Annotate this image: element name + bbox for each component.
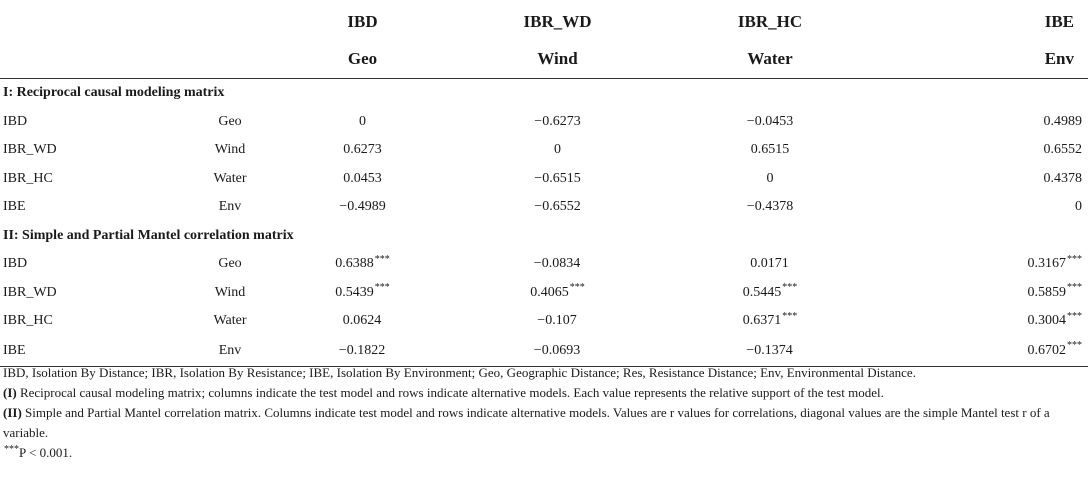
row-model: IBD bbox=[3, 256, 28, 272]
cell-value: −0.0693 bbox=[455, 336, 660, 367]
cell-value: −0.4989 bbox=[339, 199, 386, 215]
cell-value: −0.0453 bbox=[746, 113, 794, 129]
row-model: IBE bbox=[3, 199, 26, 215]
cell-value: −0.107 bbox=[537, 313, 577, 329]
cell-value: 0.6552 bbox=[1043, 142, 1082, 158]
header-blank bbox=[190, 40, 270, 79]
cell-value: −0.0834 bbox=[533, 256, 581, 272]
cell-value: 0.6388*** bbox=[335, 253, 390, 272]
significance-mark: *** bbox=[782, 310, 798, 322]
column-header-model: IBR_HC bbox=[737, 12, 803, 31]
row-model: IBE bbox=[0, 336, 190, 367]
row-distance: Water bbox=[213, 170, 247, 186]
cell-value: 0.0453 bbox=[343, 170, 382, 186]
significance-mark: *** bbox=[1067, 310, 1082, 322]
row-distance: Water bbox=[213, 313, 247, 329]
significance-mark: *** bbox=[4, 443, 19, 455]
significance-mark: *** bbox=[374, 253, 390, 265]
footnote-abbreviations: IBD, Isolation By Distance; IBR, Isolation By Resistance; IBE, Isolation By Environment; Geo, Geographic Distance; Res, Resistance Distance; Env, Environmental Distance. bbox=[3, 365, 916, 380]
cell-value: 0.4989 bbox=[1043, 113, 1082, 129]
cell-value: −0.1822 bbox=[270, 336, 455, 367]
significance-mark: *** bbox=[1067, 339, 1082, 351]
section-title: II: Simple and Partial Mantel correlation matrix bbox=[3, 227, 294, 243]
row-distance: Geo bbox=[218, 113, 242, 129]
cell-value: 0.0171 bbox=[750, 256, 789, 272]
cell-value: 0.6702*** bbox=[880, 336, 1088, 367]
cell-value: −0.6273 bbox=[534, 113, 581, 129]
cell-value: 0.5859*** bbox=[1027, 282, 1082, 300]
cell-value: 0 bbox=[766, 170, 774, 186]
cell-value: 0.5439*** bbox=[335, 282, 390, 300]
cell-value: 0 bbox=[359, 113, 366, 129]
table-body bbox=[0, 79, 1088, 367]
section-title: I: Reciprocal causal modeling matrix bbox=[3, 85, 225, 101]
cell-value: 0.5445*** bbox=[742, 282, 798, 300]
table-row bbox=[0, 108, 1088, 137]
table-row bbox=[0, 336, 1088, 367]
row-model: IBR_WD bbox=[3, 142, 57, 158]
cell-value: −0.6552 bbox=[534, 199, 581, 215]
cell-value: 0.4378 bbox=[1043, 170, 1082, 186]
cell-value: −0.4378 bbox=[746, 199, 794, 215]
cell-value: −0.1374 bbox=[660, 336, 880, 367]
row-distance: Geo bbox=[218, 256, 242, 272]
table-row bbox=[0, 307, 1088, 336]
table-footnotes bbox=[3, 363, 1078, 463]
header-blank bbox=[0, 40, 190, 79]
column-header-distance: Water bbox=[660, 40, 880, 79]
cell-value: 0 bbox=[554, 142, 561, 158]
cell-value: 0.3167*** bbox=[1027, 253, 1082, 272]
column-header-model: IBE bbox=[1044, 12, 1074, 31]
row-model: IBR_HC bbox=[3, 170, 53, 186]
row-model: IBR_HC bbox=[3, 313, 53, 329]
cell-value: 0.4065*** bbox=[530, 282, 585, 300]
column-header-model: IBR_WD bbox=[523, 12, 592, 31]
cell-value: 0.6371*** bbox=[742, 310, 798, 329]
column-header-distance: Geo bbox=[270, 40, 455, 79]
cell-value: 0.0624 bbox=[342, 313, 382, 329]
table-row bbox=[0, 250, 1088, 279]
significance-mark: *** bbox=[569, 282, 585, 294]
row-distance: Env bbox=[190, 336, 270, 367]
significance-mark: *** bbox=[1067, 253, 1082, 265]
header-blank bbox=[0, 0, 190, 40]
row-model: IBD bbox=[3, 113, 28, 129]
table-row bbox=[0, 136, 1088, 165]
significance-mark: *** bbox=[782, 282, 798, 294]
table-row bbox=[0, 193, 1088, 222]
row-distance: Wind bbox=[214, 142, 246, 158]
header-blank bbox=[190, 0, 270, 40]
cell-value: 0 bbox=[1075, 199, 1082, 215]
significance-mark: *** bbox=[1067, 282, 1082, 294]
column-header-model: IBD bbox=[347, 12, 378, 31]
table-row bbox=[0, 165, 1088, 194]
cell-value: 0.3004*** bbox=[1027, 310, 1082, 329]
row-distance: Env bbox=[218, 199, 242, 215]
cell-value: −0.6515 bbox=[534, 170, 581, 186]
significance-mark: *** bbox=[374, 282, 390, 294]
cell-value: 0.6515 bbox=[750, 142, 790, 158]
cell-value: 0.6273 bbox=[343, 142, 382, 158]
row-distance: Wind bbox=[214, 284, 246, 300]
footnote-section-1: (I) Reciprocal causal modeling matrix; columns indicate the test model and rows indicate alternative models. Each value represents the relative support of the test model. bbox=[3, 385, 884, 400]
column-header-distance: Wind bbox=[455, 40, 660, 79]
footnote-section-2: (II) Simple and Partial Mantel correlation matrix. Columns indicate test model and rows indicate alternative models. Values are r values for correlations, diagonal values are the simple Mantel test r of a variable. bbox=[3, 405, 1050, 440]
row-model: IBR_WD bbox=[3, 284, 57, 300]
table-row bbox=[0, 279, 1088, 308]
column-header-distance: Env bbox=[880, 40, 1088, 79]
footnote-significance: ***P < 0.001. bbox=[4, 443, 73, 460]
